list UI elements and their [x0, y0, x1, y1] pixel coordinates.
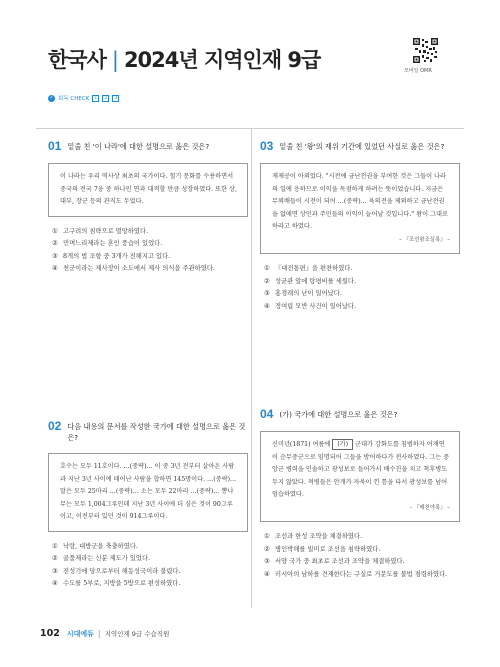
- top-divider: [36, 128, 464, 129]
- option-1[interactable]: ① 조선과 한성 조약을 체결하였다.: [264, 533, 363, 540]
- question-02: [48, 420, 248, 591]
- option-4[interactable]: ④ 정여립 모반 사건이 일어났다.: [264, 302, 356, 310]
- option-2[interactable]: ② 성균관 앞에 탕평비를 세웠다.: [264, 277, 356, 285]
- option-2[interactable]: ② 병인박해를 빌미로 조선을 침략하였다.: [264, 545, 381, 553]
- question-04: [260, 408, 460, 581]
- option-3[interactable]: ③ 전성기에 당으로부터 해동성국이라 불렸다.: [52, 567, 181, 575]
- subject-title: 한국사: [48, 48, 106, 72]
- check-box-3[interactable]: 3: [112, 95, 119, 102]
- option-2[interactable]: ② 민며느리제라는 혼인 풍습이 있었다.: [52, 240, 163, 247]
- title-divider: |: [111, 48, 118, 72]
- question-number: 04: [260, 407, 274, 421]
- option-3[interactable]: ③ 홍경래의 난이 일어났다.: [264, 290, 342, 297]
- passage-box: 이 나라는 우리 역사상 최초의 국가이다. 철기 문화를 수용하면서 중국의 전국 7웅 중 하나인 연과 대적할 만큼 성장하였다. 또한 상, 대부, 장군 등의 관직도 두었다.: [48, 163, 248, 217]
- question-number: 01: [48, 139, 62, 153]
- question-03: [260, 140, 460, 313]
- option-1[interactable]: ① 고구려의 침략으로 멸망하였다.: [52, 227, 149, 235]
- qr-code-icon[interactable]: [413, 38, 438, 63]
- question-text: 다음 내용의 문서를 작성한 국가에 대한 설명으로 옳은 것은?: [67, 422, 246, 442]
- checkmark-icon: ✓: [49, 94, 54, 101]
- question-text: 밑줄 친 '왕'의 재위 기간에 있었던 사실로 옳은 것은?: [279, 142, 445, 151]
- passage-box: 호수는 모두 11호이다. …(중략)… 이 중 3년 전부터 살아온 사람과 지난 3년 사이에 태어난 사람을 합하면 145명이다. …(중략)… 말은 모두 25마리 …(중략)… 소는 모두 22마리 …(중략)… 뽕나무는 모두 1,004그루인데 지난 3년 사이에 더 심은 것이 90그루이고, 이전부터 있던 것이 914그루이다.: [48, 453, 248, 532]
- option-2[interactable]: ② 골품제라는 신분 제도가 있었다.: [52, 555, 151, 562]
- page-footer: [40, 628, 169, 639]
- check-box-2[interactable]: 2: [102, 95, 109, 102]
- passage-box: [260, 431, 460, 522]
- page-title: [48, 44, 320, 74]
- option-1[interactable]: ① 낙랑, 대방군을 축출하였다.: [52, 542, 138, 550]
- passage-text: 재제공이 아뢰었다. "시전에 금난전권을 부여한 것은 그들이 나라의 일에 응하므로 이익을 독점하게 하려는 뜻이었습니다. 지금은 무뢰배들이 시전이 되어 …(중략)… 육의전을 제외하고 금난전권을 없애면 상인과 주민들의 이익이 늘어날 것입니다." 왕이 그대로 하라고 하였다.: [272, 173, 448, 230]
- book-title: 지역인재 9급 수습직원: [104, 630, 170, 638]
- column-divider: [251, 128, 252, 608]
- option-list: [260, 531, 460, 581]
- option-4[interactable]: ④ 천군이라는 제사장이 소도에서 제사 의식을 주관하였다.: [52, 265, 215, 272]
- passage-source: – 『매천야록』 –: [409, 504, 450, 511]
- publisher-brand: 시대에듀: [66, 629, 94, 638]
- question-text: (가) 국가에 대한 설명으로 옳은 것은?: [279, 410, 398, 419]
- passage-box: [260, 163, 460, 254]
- exam-title: 2024년 지역인재 9급: [123, 48, 321, 72]
- blank-box: (가): [332, 439, 353, 450]
- option-3[interactable]: ③ 서양 국가 중 최초로 조선과 조약을 체결하였다.: [264, 558, 405, 565]
- passage-source: – 『조선왕조실록』 –: [399, 236, 450, 243]
- question-01: [48, 140, 248, 276]
- question-text: 밑줄 친 '이 나라'에 대한 설명으로 옳은 것은?: [67, 142, 210, 151]
- option-list: [48, 226, 248, 276]
- omr-label: 모바일 OMR: [404, 68, 432, 74]
- check-label: 회독 CHECK: [58, 96, 90, 102]
- question-number: 03: [260, 139, 274, 153]
- option-3[interactable]: ③ 8개의 법 조항 중 3개가 전해지고 있다.: [52, 252, 171, 260]
- page-number: 102: [40, 628, 60, 639]
- option-list: [48, 541, 248, 591]
- option-1[interactable]: ① 『대전통편』을 편찬하였다.: [264, 265, 353, 272]
- question-number: 02: [48, 419, 62, 433]
- option-list: [260, 263, 460, 313]
- option-4[interactable]: ④ 러시아의 남하를 견제한다는 구실로 거문도를 불법 점령하였다.: [264, 570, 448, 578]
- footer-separator: |: [97, 629, 101, 638]
- check-box-1[interactable]: 1: [92, 95, 99, 102]
- passage-text: 신미년(1871) 여름에 (가) 군대가 강화도를 침범하자 어재연이 순무중군으로 임명되어 그들을 방어하다가 전사하였다. 그는 중앙군 병력을 인솔하고 광성보로 들어가서 배수진을 치고 척후병도 두지 않았다. 적병들은 안개가 자욱이 낀 틈을 타서 광성보를 넘어 엄습하였다.: [272, 441, 450, 498]
- option-4[interactable]: ④ 수도를 5부로, 지방을 5방으로 편성하였다.: [52, 580, 181, 587]
- review-check: [48, 94, 119, 102]
